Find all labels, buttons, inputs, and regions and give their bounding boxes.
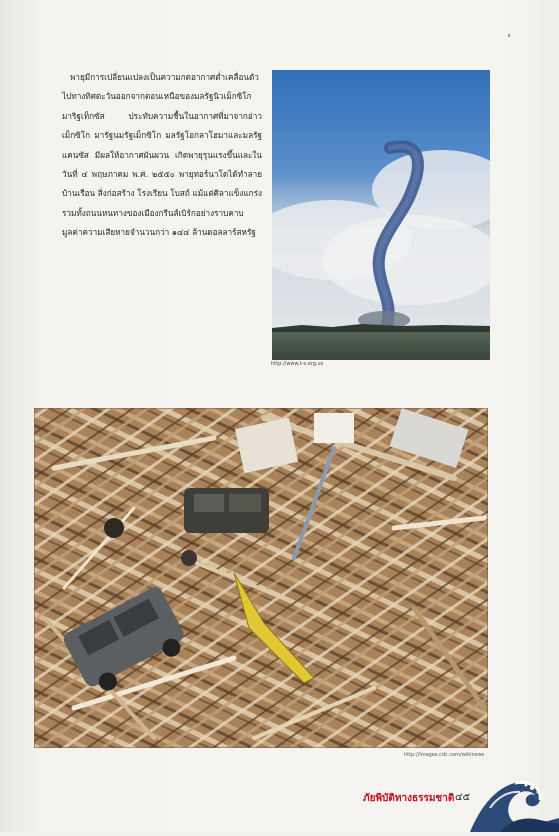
page-number: ๔๕: [455, 792, 471, 803]
great-wave-icon: [470, 758, 559, 832]
article-paragraph-text: พายุมีการเปลี่ยนแปลงเป็นความกดอากาศต่ำเคลื่อนตัวไปทางทิศตะวันออกจากตอนเหนือของมลรัฐนิวเม็กซิโก มาริฐเท็กซัส ประทับความชื้นในอากาศที่มาจากอ่าวเม็กซิโก มารัฐนมรัฐเม็กซิโก มลรัฐโอกลาโฮมาและมลรัฐแคนซัส มีผลให้อากาศผันผวน เกิดพายุรุนแรงขึ้นและในวันที่ ๔ พฤษภาคม พ.ศ. ๒๕๕๐ พายุทอร์นาโดได้ทำลายบ้านเรือน สิ่งก่อสร้าง โรงเรียน โบสถ์ แม้แต่ศิลาแข็งแกร่ง รวมทั้งถนนหนทางของเมืองกรีนส์เบิร์กอย่างราบคาบ มูลค่าความเสียหายจำนวนกว่า ๑๔๔ ล้านดอลลาร์สหรัฐ: [62, 72, 262, 238]
debris-photo-credit: http://images.cdc.com/wikinews: [404, 752, 485, 758]
tornado-photo: [272, 70, 490, 360]
tornado-debris-photo: [34, 408, 488, 748]
article-paragraph: [62, 68, 262, 243]
wrecked-truck-top: [184, 488, 269, 533]
footer-title: ภัยพิบัติทางธรรมชาติ: [363, 793, 455, 804]
tornado-photo-credit: http://www.t-s.org.us: [271, 361, 324, 367]
corner-mark: [508, 34, 510, 37]
